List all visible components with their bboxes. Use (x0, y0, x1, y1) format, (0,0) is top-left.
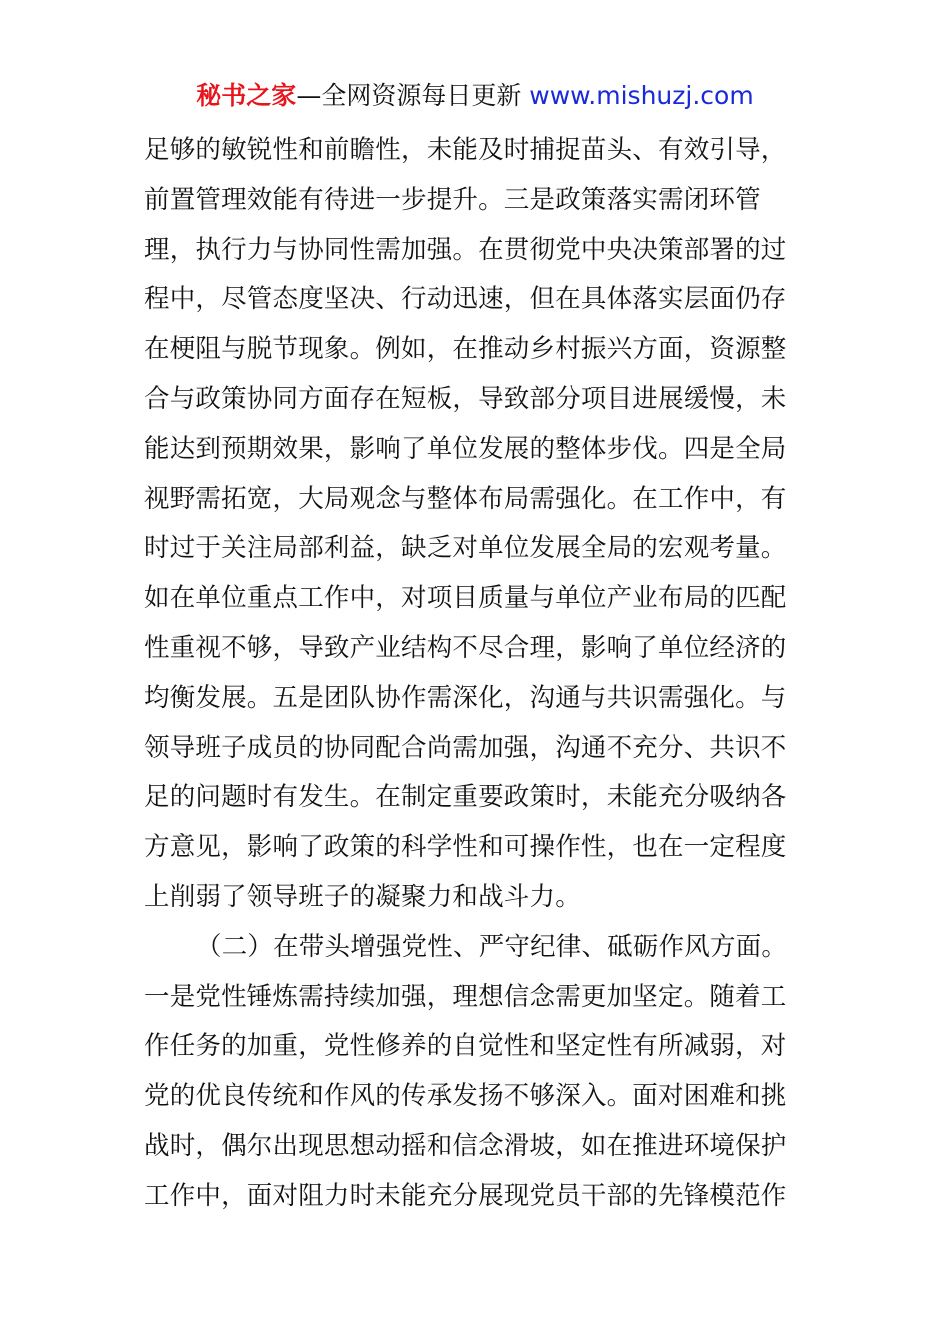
text-line: 性重视不够，导致产业结构不尽合理，影响了单位经济的 (144, 632, 787, 663)
text-line: 视野需拓宽，大局观念与整体布局需强化。在工作中，有 (144, 483, 787, 514)
text-line: 前置管理效能有待进一步提升。三是政策落实需闭环管 (144, 184, 761, 215)
text-line: 合与政策协同方面存在短板，导致部分项目进展缓慢，未 (144, 383, 787, 414)
text-line: 上削弱了领导班子的凝聚力和战斗力。 (144, 881, 581, 912)
text-line: 理，执行力与协同性需加强。在贯彻党中央决策部署的过 (144, 234, 787, 265)
text-line: 能达到预期效果，影响了单位发展的整体步伐。四是全局 (144, 433, 787, 464)
section-heading: （二）在带头增强党性、严守纪律、砥砺作风方面。 (196, 931, 788, 962)
page-header (0, 78, 950, 114)
brand-name: 秘书之家 (196, 81, 297, 110)
text-line: 足的问题时有发生。在制定重要政策时，未能充分吸纳各 (144, 782, 787, 813)
document-body (144, 126, 812, 1222)
text-line: 时过于关注局部利益，缺乏对单位发展全局的宏观考量。 (144, 533, 787, 564)
text-line: 足够的敏锐性和前瞻性，未能及时捕捉苗头、有效引导， (144, 135, 787, 165)
text-line: 党的优良传统和作风的传承发扬不够深入。面对困难和挑 (144, 1081, 787, 1112)
text-line: 工作中，面对阻力时未能充分展现党员干部的先锋模范作 (144, 1180, 787, 1211)
text-line: 作任务的加重，党性修养的自觉性和坚定性有所减弱，对 (144, 1031, 787, 1062)
text-line: 一是党性锤炼需持续加强，理想信念需更加坚定。随着工 (144, 981, 787, 1012)
text-line: 如在单位重点工作中，对项目质量与单位产业布局的匹配 (144, 583, 787, 614)
text-line: 在梗阻与脱节现象。例如，在推动乡村振兴方面，资源整 (144, 334, 787, 365)
text-line: 战时，偶尔出现思想动摇和信念滑坡，如在推进环境保护 (144, 1130, 787, 1161)
site-url-link[interactable]: www.mishuzj.com (529, 81, 754, 110)
text-line: 程中，尽管态度坚决、行动迅速，但在具体落实层面仍存 (144, 284, 787, 315)
text-line: 均衡发展。五是团队协作需深化，沟通与共识需强化。与 (144, 682, 787, 713)
text-line: 方意见，影响了政策的科学性和可操作性，也在一定程度 (144, 832, 787, 863)
text-line: 领导班子成员的协同配合尚需加强，沟通不充分、共识不 (144, 732, 787, 763)
header-tagline: —全网资源每日更新 (296, 81, 530, 110)
